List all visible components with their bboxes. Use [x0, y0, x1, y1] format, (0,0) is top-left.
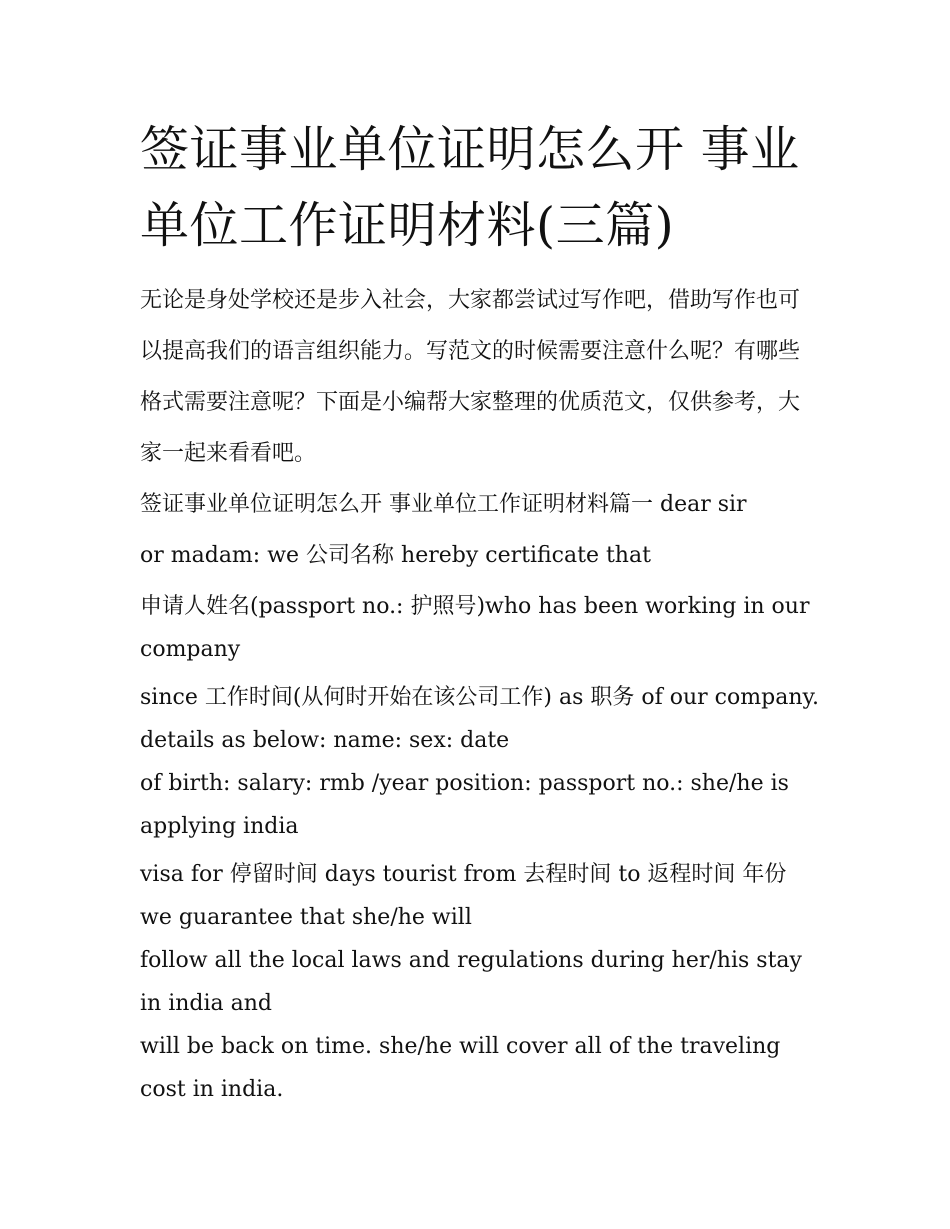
letter-salutation-line: or madam: we 公司名称 hereby certificate that	[140, 543, 651, 568]
section-heading-line: 签证事业单位证明怎么开 事业单位工作证明材料篇一 dear sir	[140, 492, 747, 517]
letter-paragraph: visa for 停留时间 days tourist from 去程时间 to 返程时间 年份 we guarantee that she/he will	[140, 862, 787, 930]
document-body	[140, 112, 820, 1111]
letter-paragraph: follow all the local laws and regulations during her/his stay in india and	[140, 948, 802, 1016]
document-title: 签证事业单位证明怎么开 事业单位工作证明材料(三篇)	[140, 121, 800, 254]
letter-paragraph: 申请人姓名(passport no.: 护照号)who has been working in our company	[140, 594, 810, 662]
letter-paragraph: of birth: salary: rmb /year position: passport no.: she/he is applying india	[140, 771, 789, 839]
letter-paragraph: will be back on time. she/he will cover all of the traveling cost in india.	[140, 1034, 781, 1102]
letter-paragraph: since 工作时间(从何时开始在该公司工作) as 职务 of our company. details as below: name: sex: date	[140, 685, 819, 753]
intro-paragraph: 无论是身处学校还是步入社会，大家都尝试过写作吧，借助写作也可以提高我们的语言组织能力。写范文的时候需要注意什么呢？有哪些格式需要注意呢？下面是小编帮大家整理的优质范文，仅供参考，大家一起来看看吧。	[140, 288, 801, 466]
